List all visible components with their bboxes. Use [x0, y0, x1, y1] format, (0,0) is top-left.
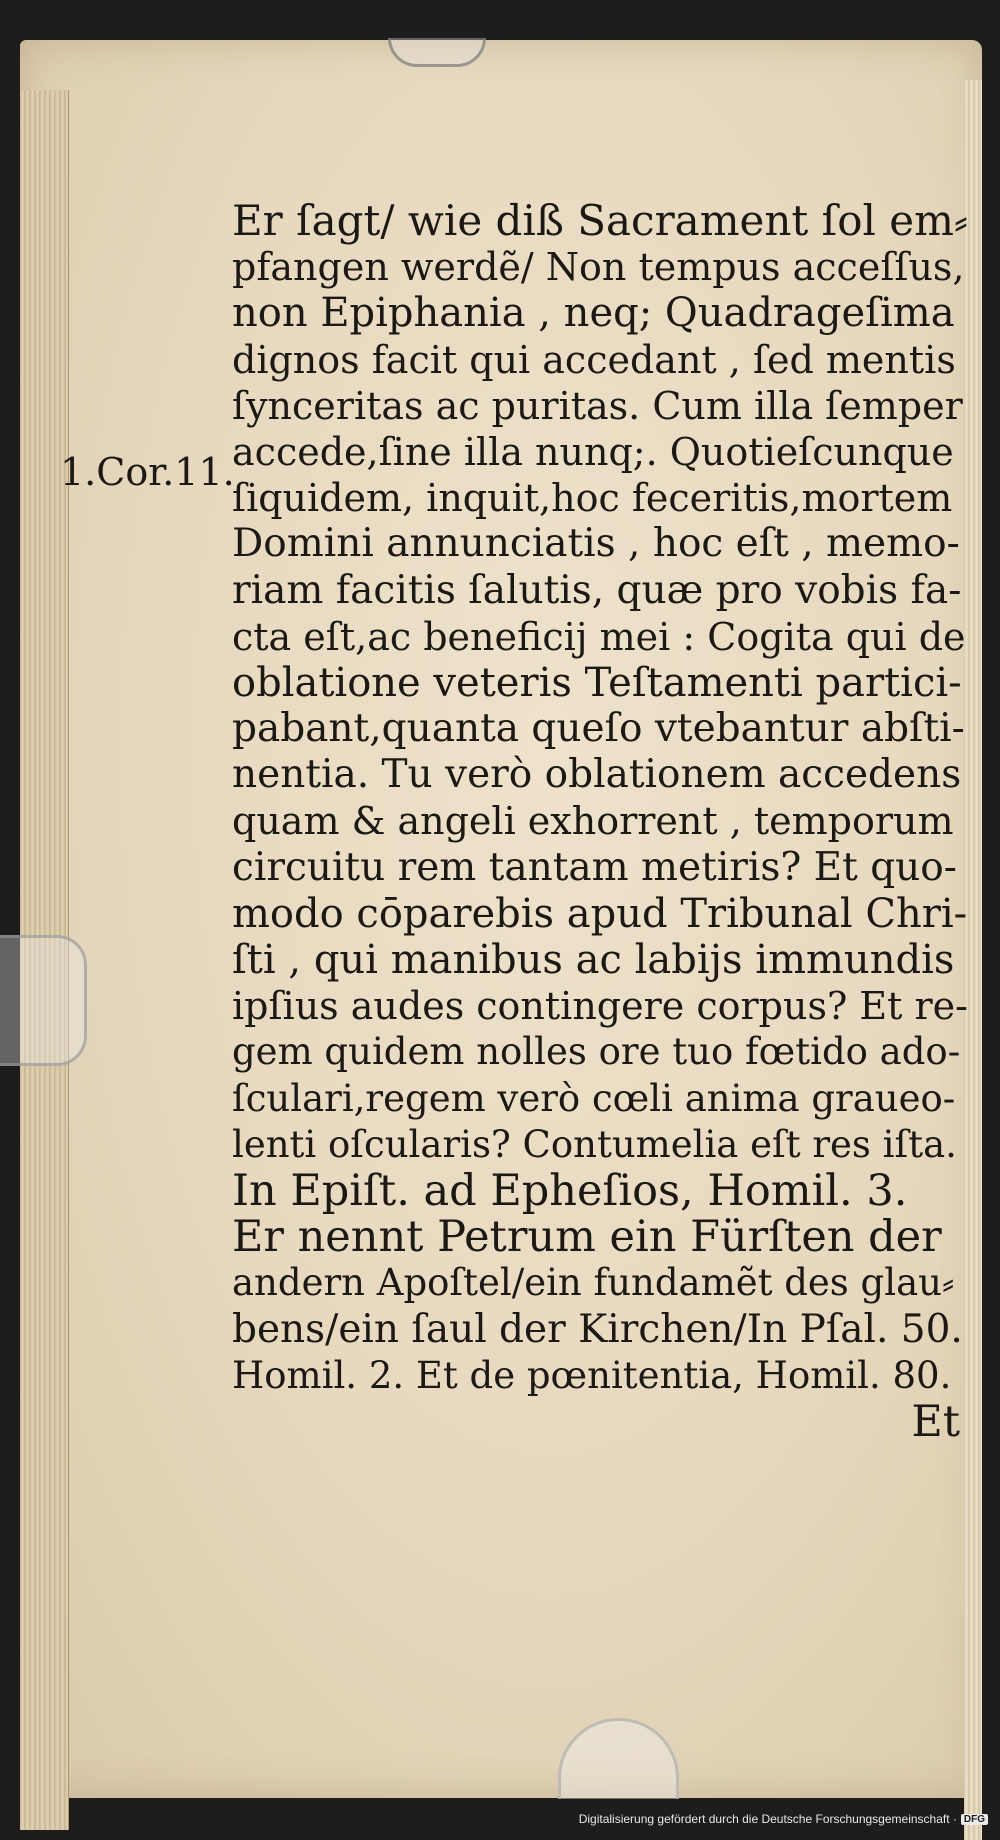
text-line: Er nennt Petrum ein Fürſten der: [232, 1212, 942, 1263]
text-line: ſculari,regem verò cœli anima graueo-: [232, 1076, 956, 1120]
text-line: cta eſt,ac beneficij mei : Cogita qui de: [232, 614, 966, 659]
dfg-logo: DFG: [961, 1814, 988, 1825]
left-page-clip: [0, 935, 87, 1066]
text-line: gem quidem nolles ore tuo fœtido ado-: [232, 1030, 961, 1074]
text-line: nentia. Tu verò oblationem accedens: [232, 752, 962, 798]
text-line: dignos facit qui accedant , ſed mentis: [232, 337, 956, 382]
top-page-clip: [388, 38, 486, 67]
text-line: andern Apoſtel/ein fundamẽt des glau⸗: [232, 1261, 955, 1305]
text-line: pfangen werdẽ/ Non tempus acceſſus,: [232, 245, 965, 290]
body-text: [232, 198, 968, 1445]
text-line: accede,ſine illa nunq;. Quotieſcunque: [232, 429, 954, 474]
text-line: non Epiphania , neq; Quadrageſima: [232, 290, 955, 337]
text-line: In Epiſt. ad Epheſios, Homil. 3.: [232, 1165, 908, 1216]
text-line: lenti oſcularis? Contumelia eſt res iſta.: [232, 1122, 957, 1166]
text-line: circuitu rem tantam metiris? Et quo-: [232, 844, 957, 890]
text-line: oblatione veteris Teſtamenti partici-: [232, 659, 962, 706]
text-line: Domini annunciatis , hoc eſt , memo-: [232, 521, 960, 567]
text-line: ſti , qui manibus ac labijs immundis: [232, 937, 955, 983]
footer-text: Digitalisierung gefördert durch die Deutsche Forschungsgemeinschaft ·: [578, 1812, 957, 1826]
text-line: pabant,quanta queſo vtebantur abſti-: [232, 706, 965, 752]
text-line: Er ſagt/ wie diß Sacrament ſol em⸗: [232, 196, 968, 245]
text-line: bens/ein ſaul der Kirchen/In Pſal. 50.: [232, 1306, 963, 1352]
text-line: ſynceritas ac puritas. Cum illa ſemper: [232, 383, 963, 428]
margin-note: 1.Cor.11.: [60, 450, 235, 494]
text-line: ipſius audes contingere corpus? Et re-: [232, 984, 969, 1029]
text-line: Et: [911, 1396, 960, 1447]
text-line: riam facitis ſalutis, quæ pro vobis fa-: [232, 567, 962, 613]
digitization-footer: [579, 1811, 988, 1827]
text-line: Homil. 2. Et de pœnitentia, Homil. 80.: [232, 1353, 952, 1397]
text-line: ſiquidem, inquit,hoc feceritis,mortem: [232, 476, 953, 521]
text-line: modo cōparebis apud Tribunal Chri-: [232, 890, 968, 937]
text-line: quam & angeli exhorrent , temporum: [232, 799, 954, 844]
